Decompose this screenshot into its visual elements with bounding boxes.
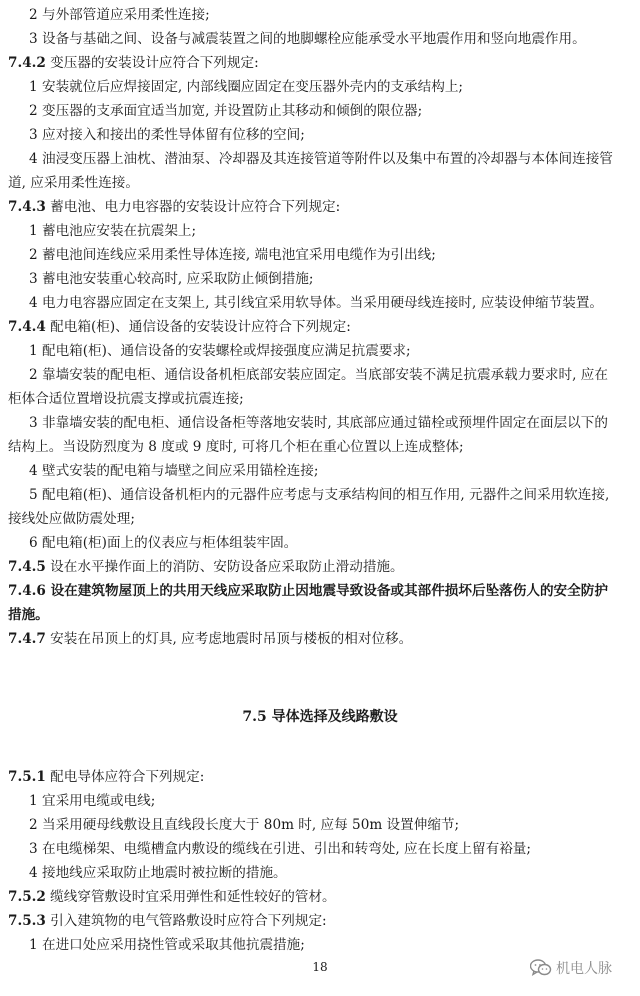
text-line: 2 蓄电池间连线应采用柔性导体连接, 端电池宜采用电缆作为引出线; <box>29 247 436 263</box>
text-line: 1 安装就位后应焊接固定, 内部线圈应固定在变压器外壳内的支承结构上; <box>29 79 464 95</box>
text-line: 措施。 <box>8 607 49 623</box>
text-line: 柜体合适位置增设抗震支撑或抗震连接; <box>8 391 244 407</box>
text-line: 5 配电箱(柜)、通信设备机柜内的元器件应考虑与支承结构间的相互作用, 元器件之间采用软连接, <box>29 487 610 503</box>
clause-line: 7.4.5 设在水平操作面上的消防、安防设备应采取防止滑动措施。 <box>8 559 404 575</box>
text-line: 4 油浸变压器上油枕、潜油泵、冷却器及其连接管道等附件以及集中布置的冷却器与本体间连接管 <box>29 151 613 167</box>
clause-line: 7.4.4 配电箱(柜)、通信设备的安装设计应符合下列规定: <box>8 319 351 335</box>
text-line: 1 配电箱(柜)、通信设备的安装螺栓或焊接强度应满足抗震要求; <box>29 343 411 359</box>
clause-line: 7.5.1 配电导体应符合下列规定: <box>8 769 205 785</box>
text-line: 4 电力电容器应固定在支架上, 其引线宜采用软导体。当采用硬母线连接时, 应装设伸缩节装置。 <box>29 295 604 311</box>
text-line: 2 与外部管道应采用柔性连接; <box>29 7 210 23</box>
wechat-icon <box>530 959 552 977</box>
page-number: 18 <box>312 960 328 974</box>
text-line: 1 在进口处应采用挠性管或采取其他抗震措施; <box>29 937 305 953</box>
watermark <box>530 956 612 980</box>
text-line: 1 蓄电池应安装在抗震架上; <box>29 223 197 239</box>
text-line: 3 非靠墙安装的配电柜、通信设备柜等落地安装时, 其底部应通过锚栓或预埋件固定在面层以下的 <box>29 415 608 431</box>
clause-line: 7.4.3 蓄电池、电力电容器的安装设计应符合下列规定: <box>8 199 341 215</box>
text-line: 道, 应采用柔性连接。 <box>8 175 139 191</box>
text-line: 2 靠墙安装的配电柜、通信设备机柜底部安装应固定。当底部安装不满足抗震承载力要求时, 应在 <box>29 367 608 383</box>
text-line: 3 应对接入和接出的柔性导体留有位移的空间; <box>29 127 305 143</box>
clause-line: 7.4.7 安装在吊顶上的灯具, 应考虑地震时吊顶与楼板的相对位移。 <box>8 631 413 647</box>
text-line: 6 配电箱(柜)面上的仪表应与柜体组装牢固。 <box>29 535 298 551</box>
clause-line: 7.5.3 引入建筑物的电气管路敷设时应符合下列规定: <box>8 913 327 929</box>
clause-line: 7.4.2 变压器的安装设计应符合下列规定: <box>8 55 259 71</box>
text-line: 1 宜采用电缆或电线; <box>29 793 156 809</box>
text-line: 2 变压器的支承面宜适当加宽, 并设置防止其移动和倾倒的限位器; <box>29 103 423 119</box>
text-line: 3 在电缆梯架、电缆槽盒内敷设的缆线在引进、引出和转弯处, 应在长度上留有裕量; <box>29 841 531 857</box>
clause-line: 7.5.2 缆线穿管敷设时宜采用弹性和延性较好的管材。 <box>8 889 336 905</box>
watermark-text: 机电人脉 <box>556 961 612 977</box>
section-heading: 7.5 导体选择及线路敷设 <box>242 709 398 725</box>
text-line: 接线处应做防震处理; <box>8 511 135 527</box>
clause-line: 7.4.6 设在建筑物屋顶上的共用天线应采取防止因地震导致设备或其部件损坏后坠落伤人的安全防护 <box>8 583 608 599</box>
text-line: 3 设备与基础之间、设备与减震装置之间的地脚螺栓应能承受水平地震作用和竖向地震作用。 <box>29 31 586 47</box>
text-line: 结构上。当设防烈度为 8 度或 9 度时, 可将几个柜在重心位置以上连成整体; <box>8 439 464 455</box>
text-line: 3 蓄电池安装重心较高时, 应采取防止倾倒措施; <box>29 271 314 287</box>
text-line: 2 当采用硬母线敷设且直线段长度大于 80m 时, 应每 50m 设置伸缩节; <box>29 817 460 833</box>
text-line: 4 壁式安装的配电箱与墙壁之间应采用锚栓连接; <box>29 463 319 479</box>
text-line: 4 接地线应采取防止地震时被拉断的措施。 <box>29 865 287 881</box>
